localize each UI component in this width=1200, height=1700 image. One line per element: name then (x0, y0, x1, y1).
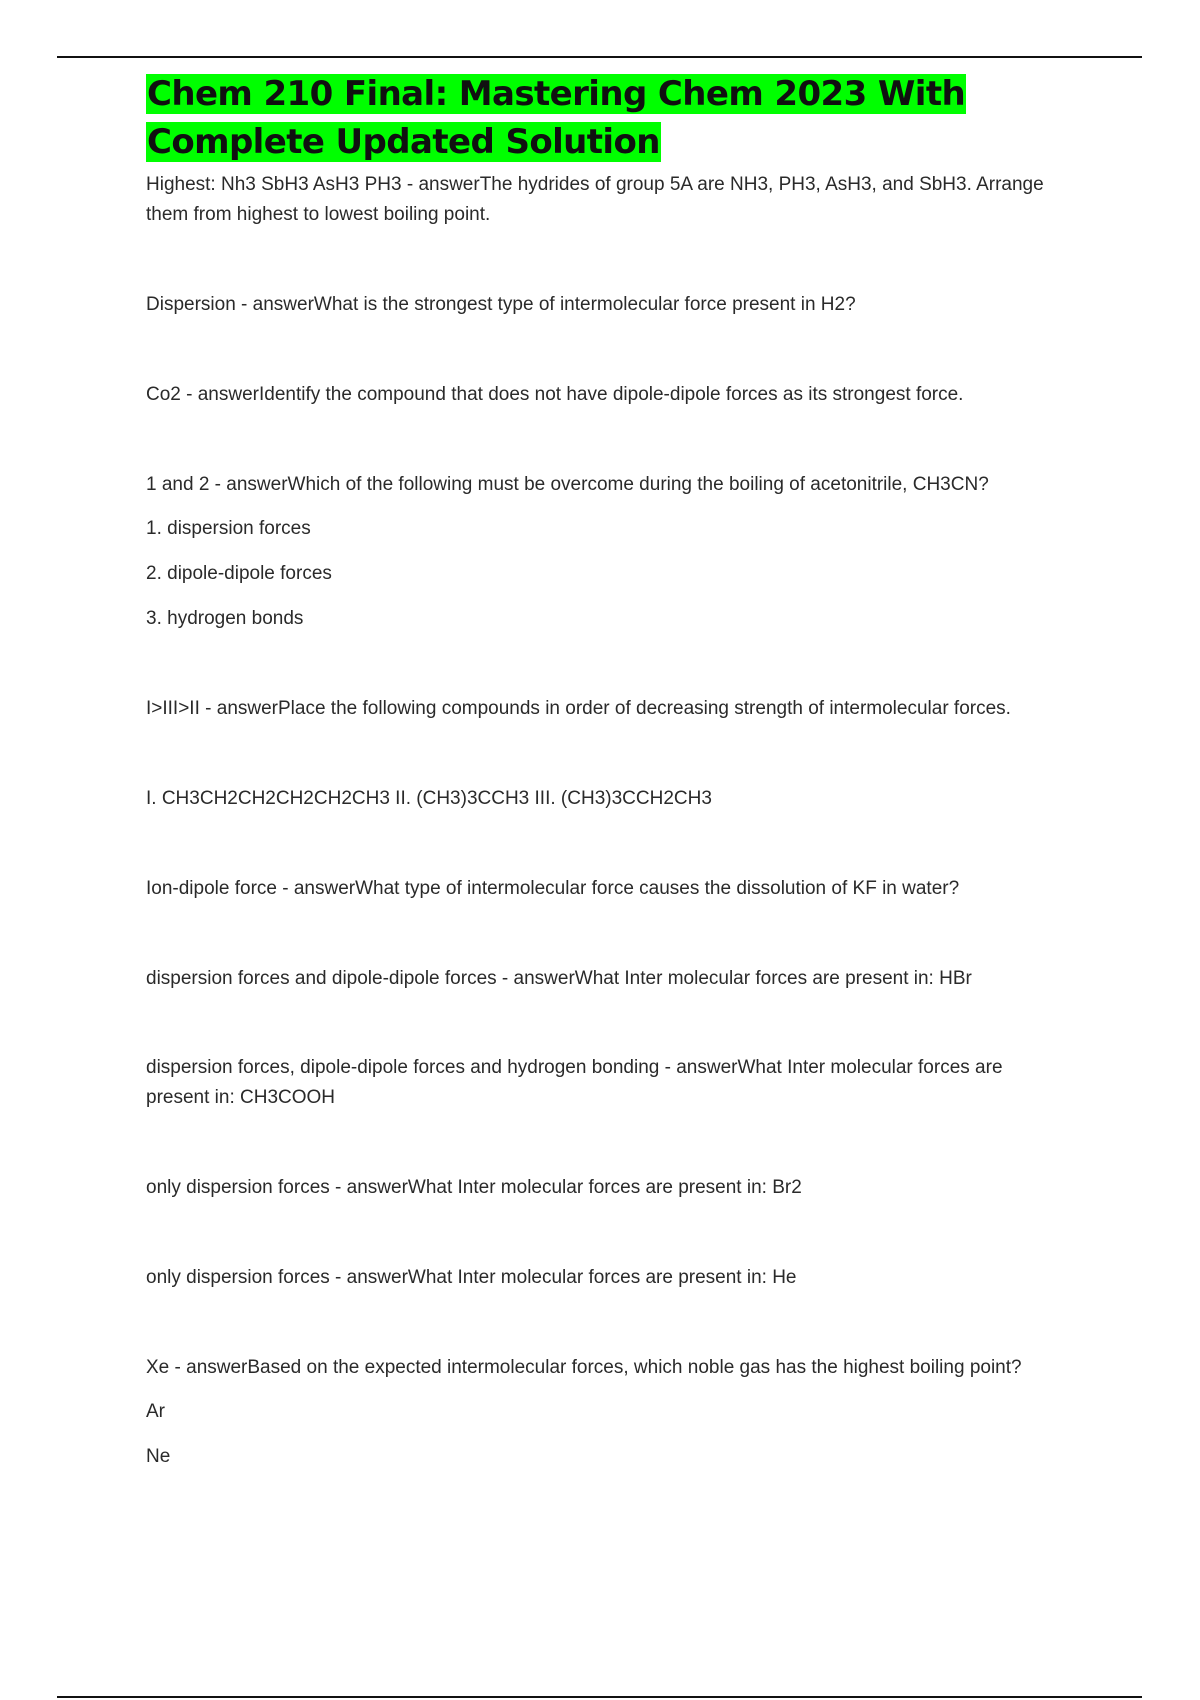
qa-ch3cooh-forces: dispersion forces, dipole-dipole forces and hydrogen bonding - answerWhat Inter molecular forces are present in: CH3COOH (146, 1057, 1003, 1108)
qa-hydrides-boiling-point: Highest: Nh3 SbH3 AsH3 PH3 - answerThe hydrides of group 5A are NH3, PH3, AsH3, and SbH3. Arrange them from highest to lowest boiling point. (146, 174, 1044, 225)
qa-hbr-forces: dispersion forces and dipole-dipole forces - answerWhat Inter molecular forces are present in: HBr (146, 968, 972, 989)
qa-noble-gas-boiling: Xe - answerBased on the expected intermolecular forces, which noble gas has the highest boiling point? (146, 1357, 1022, 1378)
qa-h2-strongest-force: Dispersion - answerWhat is the strongest type of intermolecular force present in H2? (146, 294, 856, 315)
document-body (146, 70, 1066, 1472)
option-ne: Ne (146, 1446, 171, 1467)
option-ar: Ar (146, 1401, 165, 1422)
qa-decreasing-strength: I>III>II - answerPlace the following compounds in order of decreasing strength of intermolecular forces. (146, 698, 1011, 719)
bottom-rule (57, 1696, 1142, 1698)
qa-no-dipole-dipole: Co2 - answerIdentify the compound that does not have dipole-dipole forces as its strongest force. (146, 384, 964, 405)
list-item-dispersion: 1. dispersion forces (146, 518, 311, 539)
qa-acetonitrile-boiling: 1 and 2 - answerWhich of the following must be overcome during the boiling of acetonitrile, CH3CN? (146, 474, 989, 495)
list-item-hydrogen-bonds: 3. hydrogen bonds (146, 608, 304, 629)
qa-kf-dissolution: Ion-dipole force - answerWhat type of intermolecular force causes the dissolution of KF in water? (146, 878, 960, 899)
list-item-dipole-dipole: 2. dipole-dipole forces (146, 563, 332, 584)
top-rule (57, 56, 1142, 58)
qa-he-forces: only dispersion forces - answerWhat Inter molecular forces are present in: He (146, 1267, 797, 1288)
document-title (146, 70, 1066, 166)
compound-list: I. CH3CH2CH2CH2CH2CH3 II. (CH3)3CCH3 III. (CH3)3CCH2CH3 (146, 788, 712, 809)
document-title-text: Chem 210 Final: Mastering Chem 2023 With Complete Updated Solution (147, 74, 966, 162)
qa-br2-forces: only dispersion forces - answerWhat Inter molecular forces are present in: Br2 (146, 1177, 802, 1198)
